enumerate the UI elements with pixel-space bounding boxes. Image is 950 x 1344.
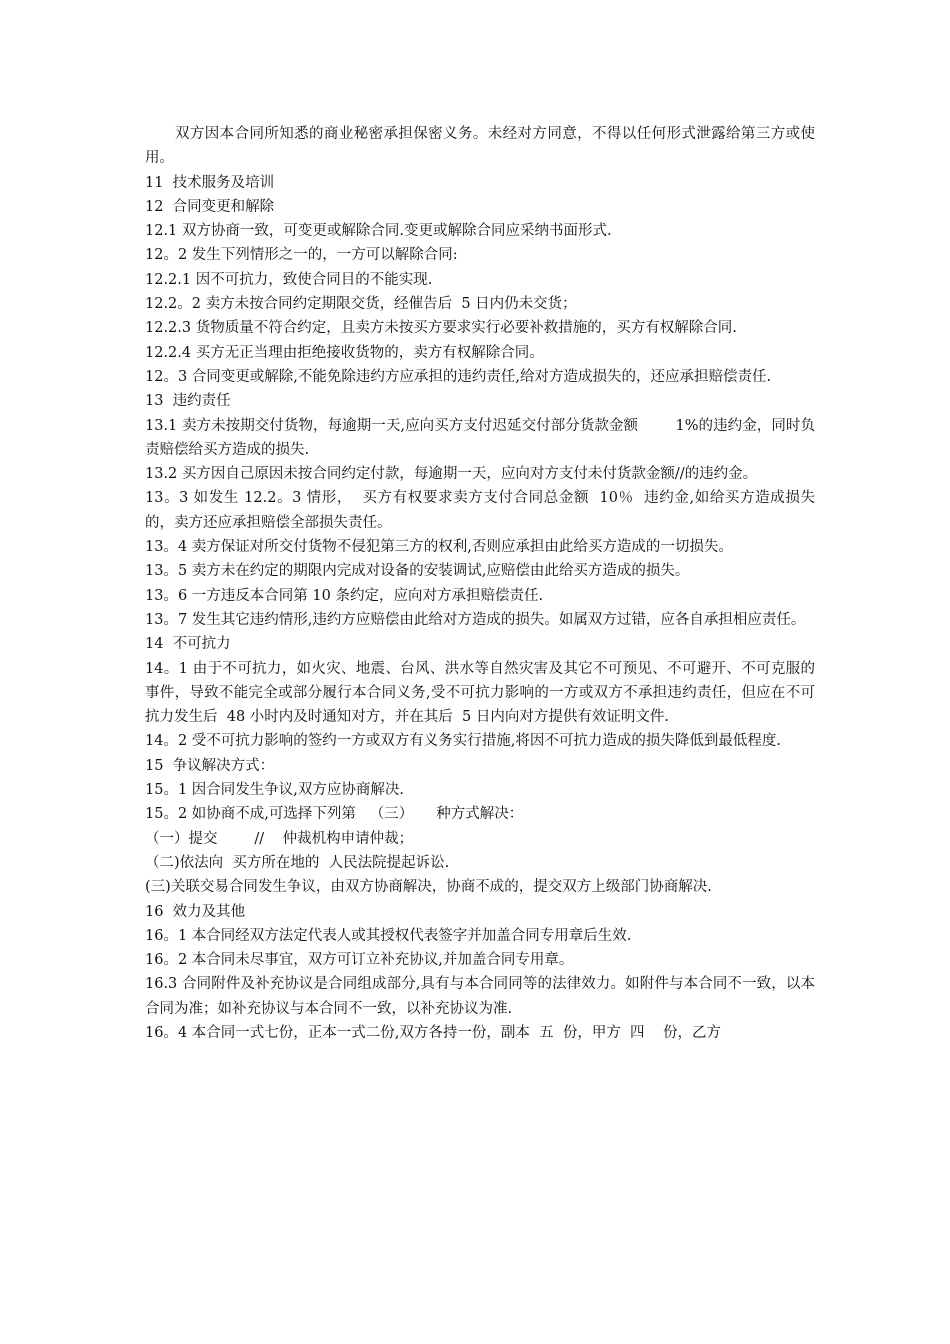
- clause-12-2: 12。2 发生下列情形之一的，一方可以解除合同:: [145, 247, 458, 264]
- clause-12-3: 12。3 合同变更或解除,不能免除违约方应承担的违约责任,给对方造成损失的，还应承担赔偿责任.: [145, 368, 772, 385]
- heading-section-14: 14 不可抗力: [145, 636, 231, 653]
- clause-13-3: 13。3 如发生 12.2。3 情形， 买方有权要求卖方支付合同总金额 10％ 违约金,如给买方造成损失的，卖方还应承担赔偿全部损失责任。: [145, 490, 815, 531]
- clause-15-2: 15。2 如协商不成,可选择下列第 （三） 种方式解决：: [145, 806, 524, 823]
- clause-12-2-2: 12.2。2 卖方未按合同约定期限交货，经催告后 5 日内仍未交货；: [145, 296, 577, 313]
- clause-15-1: 15。1 因合同发生争议,双方应协商解决.: [145, 782, 405, 799]
- clause-13-6: 13。6 一方违反本合同第 10 条约定，应向对方承担赔偿责任.: [145, 587, 544, 604]
- clause-14-2: 14。2 受不可抗力影响的签约一方或双方有义务实行措施,将因不可抗力造成的损失降低到最低程度.: [145, 733, 781, 750]
- heading-section-15: 15 争议解决方式：: [145, 757, 275, 774]
- clause-12-1: 12.1 双方协商一致，可变更或解除合同.变更或解除合同应采纳书面形式.: [145, 223, 612, 240]
- clause-14-1: 14。1 由于不可抗力，如火灾、地震、台风、洪水等自然灾害及其它不可预见、不可避开、不可克服的事件，导致不能完全或部分履行本合同义务,受不可抗力影响的一方或双方不承担违约责任，但应在不可抗力发生后 48 小时内及时通知对方，并在其后 5 日内向对方提供有效证明文件.: [145, 660, 815, 726]
- clause-16-4: 16。4 本合同一式七份，正本一式二份,双方各持一份，副本 五 份，甲方 四 份，乙方: [145, 1024, 721, 1041]
- clause-12-2-4: 12.2.4 买方无正当理由拒绝接收货物的，卖方有权解除合同。: [145, 344, 544, 361]
- option-2: （二)依法向 买方所在地的 人民法院提起诉讼.: [145, 854, 450, 871]
- clause-13-2: 13.2 买方因自己原因未按合同约定付款，每逾期一天，应向对方支付未付货款金额//的违约金。: [145, 466, 758, 483]
- clause-16-3: 16.3 合同附件及补充协议是合同组成部分,具有与本合同同等的法律效力。如附件与本合同不一致，以本合同为准；如补充协议与本合同不一致，以补充协议为准.: [145, 976, 815, 1017]
- clause-13-7: 13。7 发生其它违约情形,违约方应赔偿由此给对方造成的损失。如属双方过错，应各自承担相应责任。: [145, 611, 806, 628]
- heading-section-13: 13 违约责任: [145, 393, 231, 410]
- heading-section-16: 16 效力及其他: [145, 903, 246, 920]
- clause-12-2-3: 12.2.3 货物质量不符合约定，且卖方未按买方要求实行必要补救措施的，买方有权解除合同.: [145, 320, 737, 337]
- clause-13-4: 13。4 卖方保证对所交付货物不侵犯第三方的权利,否则应承担由此给买方造成的一切损失。: [145, 539, 733, 556]
- clause-16-1: 16。1 本合同经双方法定代表人或其授权代表签字并加盖合同专用章后生效.: [145, 927, 632, 944]
- clause-13-5: 13。5 卖方未在约定的期限内完成对设备的安装调试,应赔偿由此给买方造成的损失。: [145, 563, 690, 580]
- heading-section-12: 12 合同变更和解除: [145, 198, 275, 215]
- heading-section-11: 11 技术服务及培训: [145, 174, 275, 191]
- clause-16-2: 16。2 本合同未尽事宜，双方可订立补充协议,并加盖合同专用章。: [145, 952, 574, 969]
- option-3: (三)关联交易合同发生争议，由双方协商解决，协商不成的，提交双方上级部门协商解决.: [145, 879, 712, 896]
- document-page: [145, 122, 815, 1045]
- paragraph-confidentiality: 双方因本合同所知悉的商业秘密承担保密义务。未经对方同意，不得以任何形式泄露给第三方或使用。: [145, 126, 815, 167]
- clause-13-1: 13.1 卖方未按期交付货物，每逾期一天,应向买方支付迟延交付部分货款金额 1%的违约金，同时负责赔偿给买方造成的损失.: [145, 417, 815, 458]
- clause-12-2-1: 12.2.1 因不可抗力，致使合同目的不能实现.: [145, 271, 433, 288]
- option-1: （一）提交 // 仲裁机构申请仲裁；: [145, 830, 414, 847]
